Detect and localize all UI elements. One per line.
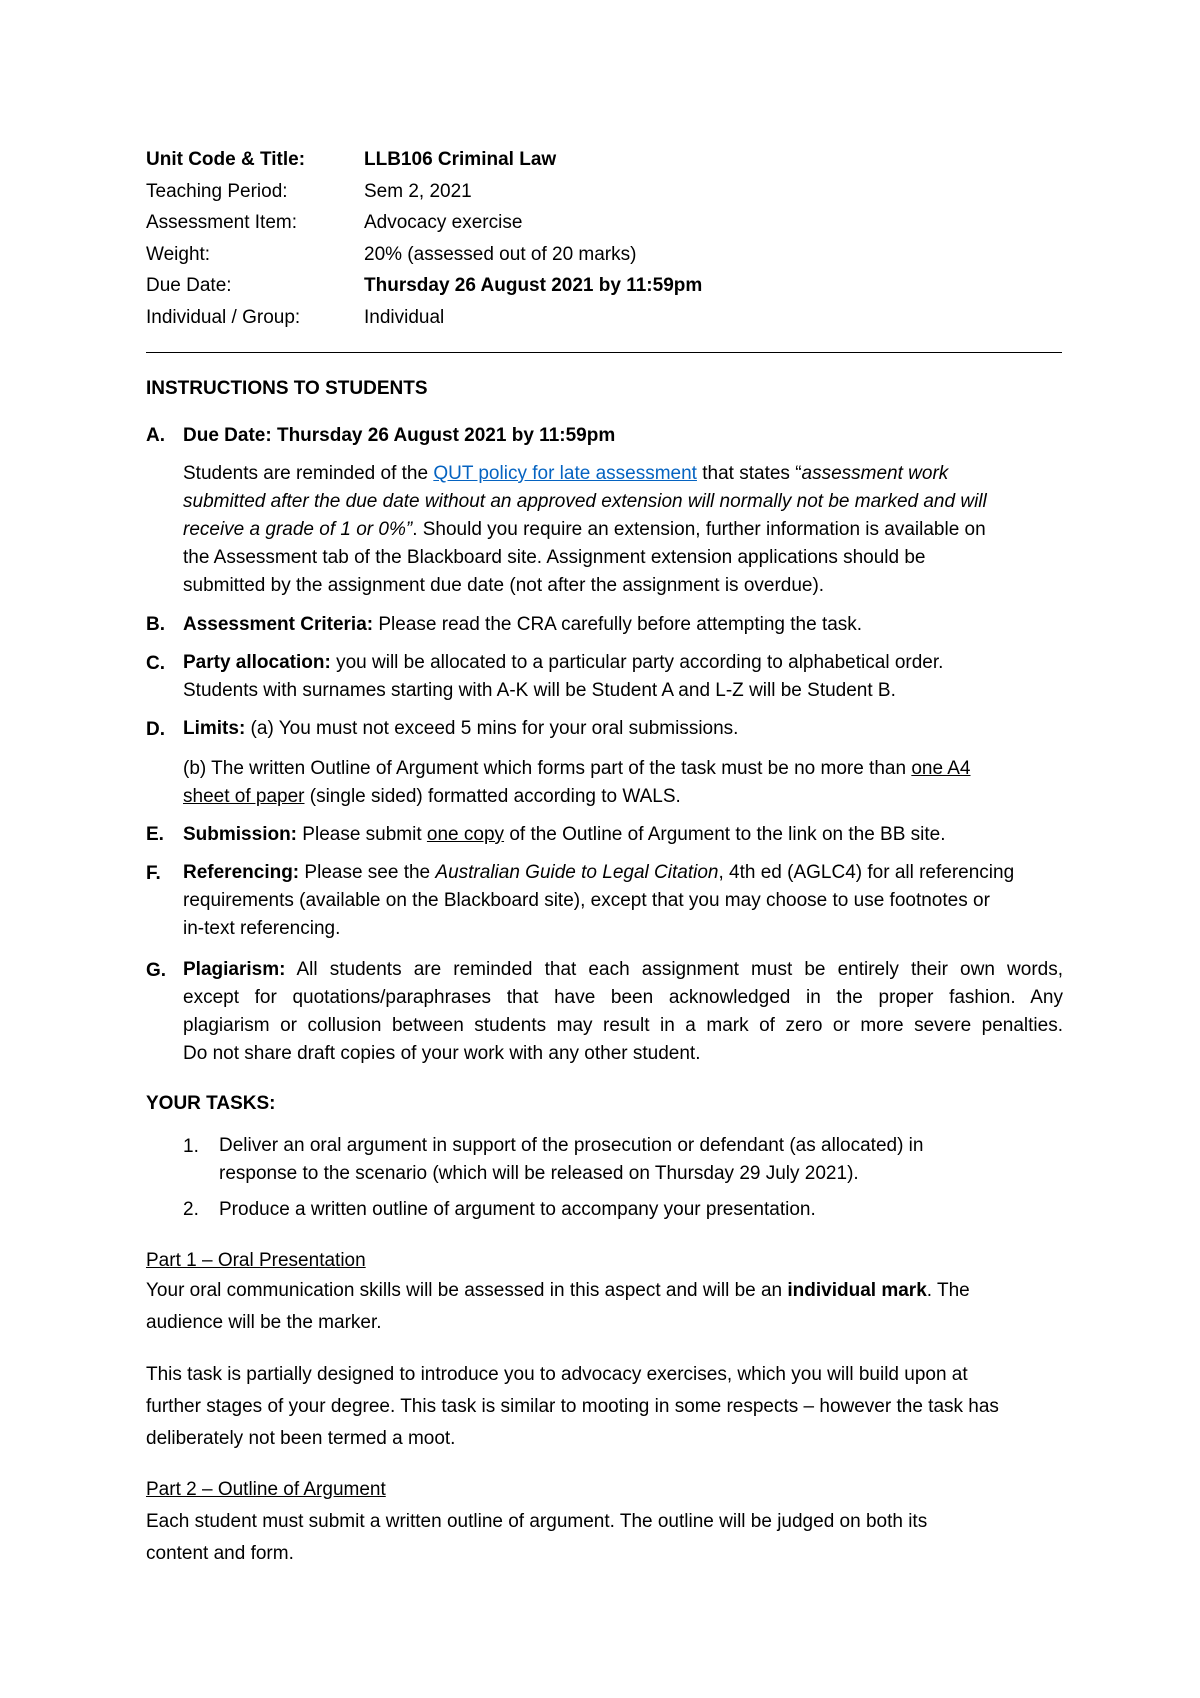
task-number: 2. <box>183 1199 199 1220</box>
text: receive a grade of 1 or 0%” <box>183 519 413 540</box>
part1-para1 <box>146 1277 1062 1337</box>
meta-value: 20% (assessed out of 20 marks) <box>364 244 637 265</box>
item-letter-d: D. <box>146 719 165 740</box>
meta-value: Advocacy exercise <box>364 212 523 233</box>
task-item-1 <box>219 1132 1059 1188</box>
meta-value: LLB106 Criminal Law <box>364 149 557 170</box>
meta-label: Unit Code & Title: <box>146 149 306 170</box>
task-item-2: Produce a written outline of argument to accompany your presentation. <box>219 1199 816 1220</box>
part2-heading: Part 2 – Outline of Argument <box>146 1479 386 1500</box>
text: (b) The written Outline of Argument which forms part of the task must be no more than <box>183 758 912 779</box>
item-letter-g: G. <box>146 960 167 981</box>
text: Please submit <box>297 824 427 845</box>
text: submitted by the assignment due date (not after the assignment is overdue). <box>183 575 825 596</box>
text: individual mark <box>787 1280 927 1301</box>
item-d-body <box>183 715 1063 743</box>
part1-para2 <box>146 1359 1062 1455</box>
text: you will be allocated to a particular party according to alphabetical order. <box>330 652 944 673</box>
text: . The <box>926 1280 970 1301</box>
item-d-title: Limits: <box>183 718 246 739</box>
text: one copy <box>426 824 505 845</box>
text: of the Outline of Argument to the link on the BB site. <box>504 824 946 845</box>
task-number: 1. <box>183 1136 199 1157</box>
meta-value: Thursday 26 August 2021 by 11:59pm <box>364 275 703 296</box>
text: Students are reminded of the <box>183 463 434 484</box>
text: audience will be the marker. <box>146 1312 382 1333</box>
text: except for quotations/paraphrases that have been acknowledged in the proper fashion. Any <box>183 987 1063 1008</box>
text: further stages of your degree. This task is similar to mooting in some respects – however the task has <box>146 1396 999 1417</box>
text: Your oral communication skills will be assessed in this aspect and will be an <box>146 1280 788 1301</box>
text: Please see the <box>299 862 436 883</box>
item-f-body <box>183 859 1063 943</box>
text: (a) You must not exceed 5 mins for your oral submissions. <box>245 718 739 739</box>
item-e-title: Submission: <box>183 824 298 845</box>
text: assessment work <box>801 463 949 484</box>
text: This task is partially designed to introduce you to advocacy exercises, which you will build upon at <box>146 1364 968 1385</box>
item-g-body <box>183 956 1063 1068</box>
text: , 4th ed (AGLC4) for all referencing <box>718 862 1015 883</box>
text: Each student must submit a written outline of argument. The outline will be judged on both its <box>146 1511 928 1532</box>
item-letter-b: B. <box>146 614 165 635</box>
text: . Should you require an extension, further information is available on <box>412 519 986 540</box>
meta-value: Individual <box>364 307 445 328</box>
item-e-body <box>183 824 946 846</box>
text: requirements (available on the Blackboard site), except that you may choose to use footnotes or <box>183 890 990 911</box>
meta-label: Teaching Period: <box>146 181 288 202</box>
text: that states “ <box>696 463 802 484</box>
text: the Assessment tab of the Blackboard site. Assignment extension applications should be <box>183 547 926 568</box>
meta-label: Weight: <box>146 244 211 265</box>
text: in-text referencing. <box>183 918 341 939</box>
text: one A4 <box>911 758 971 779</box>
meta-label: Assessment Item: <box>146 212 297 233</box>
meta-value: Sem 2, 2021 <box>364 181 472 202</box>
item-a-title: Due Date: Thursday 26 August 2021 by 11:59pm <box>183 425 616 446</box>
text: deliberately not been termed a moot. <box>146 1428 456 1449</box>
instructions-heading: INSTRUCTIONS TO STUDENTS <box>146 378 428 399</box>
text: Deliver an oral argument in support of the prosecution or defendant (as allocated) in <box>219 1135 924 1156</box>
part2-para <box>146 1506 1062 1570</box>
item-b-body <box>183 614 862 636</box>
horizontal-divider <box>146 352 1062 353</box>
text: plagiarism or collusion between students may result in a mark of zero or more severe penalties. <box>183 1015 1063 1036</box>
item-b-title: Assessment Criteria: <box>183 614 374 635</box>
item-g-title: Plagiarism: <box>183 959 286 980</box>
text: Please read the CRA carefully before attempting the task. <box>373 614 863 635</box>
item-c-title: Party allocation: <box>183 652 331 673</box>
item-letter-c: C. <box>146 653 165 674</box>
item-a-body <box>183 460 1063 600</box>
text: All students are reminded that each assignment must be entirely their own words, <box>285 959 1063 980</box>
part1-heading: Part 1 – Oral Presentation <box>146 1250 366 1271</box>
text: Do not share draft copies of your work with any other student. <box>183 1043 701 1064</box>
text: submitted after the due date without an approved extension will normally not be marked and will <box>183 491 987 512</box>
tasks-heading: YOUR TASKS: <box>146 1093 276 1114</box>
text: (single sided) formatted according to WALS. <box>304 786 681 807</box>
text: response to the scenario (which will be released on Thursday 29 July 2021). <box>219 1163 859 1184</box>
text: sheet of paper <box>183 786 305 807</box>
meta-label: Due Date: <box>146 275 232 296</box>
meta-label: Individual / Group: <box>146 307 301 328</box>
text: Australian Guide to Legal Citation <box>435 862 719 883</box>
item-d-part-b <box>183 755 1063 811</box>
text: Students with surnames starting with A-K will be Student A and L-Z will be Student B. <box>183 680 896 701</box>
late-policy-link[interactable]: QUT policy for late assessment <box>433 463 697 484</box>
item-letter-a: A. <box>146 425 165 446</box>
item-letter-e: E. <box>146 824 164 845</box>
text: content and form. <box>146 1543 294 1564</box>
item-letter-f: F. <box>146 863 161 884</box>
item-f-title: Referencing: <box>183 862 300 883</box>
item-c-body <box>183 649 1063 705</box>
